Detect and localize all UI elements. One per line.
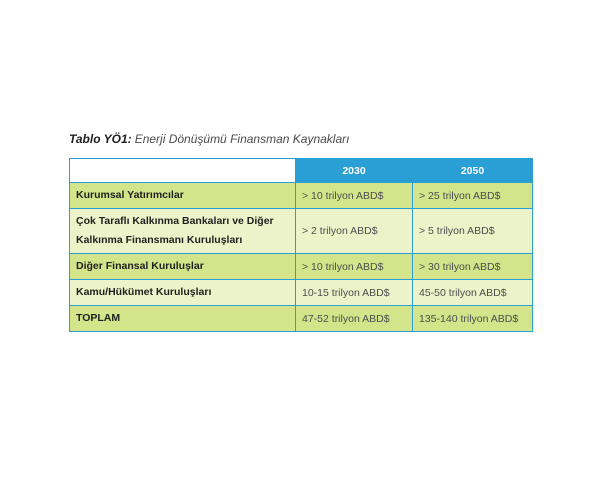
value-2050: 45-50 trilyon ABD$: [413, 280, 533, 306]
value-2050: > 25 trilyon ABD$: [413, 183, 533, 209]
table-header-row: [70, 159, 533, 183]
row-label: Kurumsal Yatırımcılar: [70, 183, 296, 209]
caption-title: Enerji Dönüşümü Finansman Kaynakları: [134, 132, 350, 146]
value-2030: 10-15 trilyon ABD$: [296, 280, 413, 306]
header-2050: 2050: [413, 159, 533, 183]
value-2050: 135-140 trilyon ABD$: [413, 306, 533, 332]
row-label: Diğer Finansal Kuruluşlar: [70, 254, 296, 280]
table-row: [70, 254, 533, 280]
table-row: [70, 280, 533, 306]
table-caption: [69, 132, 349, 146]
value-2030: > 10 trilyon ABD$: [296, 254, 413, 280]
value-2030: > 2 trilyon ABD$: [296, 209, 413, 254]
row-label: Kamu/Hükümet Kuruluşları: [70, 280, 296, 306]
row-label: Çok Taraflı Kalkınma Bankaları ve Diğer Kalkınma Finansmanı Kuruluşları: [70, 209, 296, 254]
row-label: TOPLAM: [70, 306, 296, 332]
table-row: [70, 209, 533, 254]
table-total-row: [70, 306, 533, 332]
value-2050: > 30 trilyon ABD$: [413, 254, 533, 280]
financing-sources-table: [69, 158, 533, 332]
header-2030: 2030: [296, 159, 413, 183]
header-empty-cell: [70, 159, 296, 183]
value-2050: > 5 trilyon ABD$: [413, 209, 533, 254]
value-2030: 47-52 trilyon ABD$: [296, 306, 413, 332]
caption-label: Tablo YÖ1:: [69, 132, 132, 146]
table-row: [70, 183, 533, 209]
value-2030: > 10 trilyon ABD$: [296, 183, 413, 209]
